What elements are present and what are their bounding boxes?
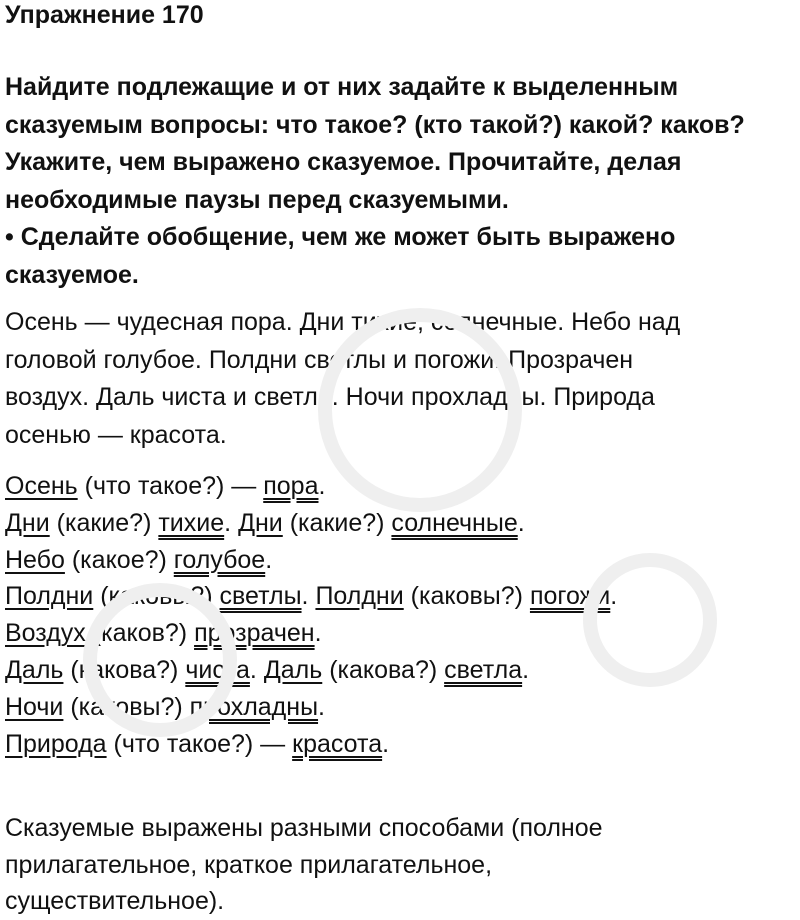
subject-word: Даль [263, 655, 323, 684]
predicate-word: светлы [219, 582, 302, 611]
predicate-word: светла [444, 655, 523, 684]
answer-row [5, 726, 800, 763]
answer-text: (каковы?) [63, 692, 190, 721]
answer-text: . [249, 655, 264, 684]
conclusion-line: Сказуемые выражены разными способами (полное [5, 814, 603, 843]
answer-text: (что такое?) — [77, 472, 264, 500]
answer-text: . [224, 508, 239, 537]
subject-word: Воздух [5, 619, 86, 648]
predicate-word: голубое [173, 545, 266, 574]
subject-word: Полдни [5, 582, 94, 611]
answer-text: . [318, 472, 326, 500]
subject-word: Даль [5, 655, 64, 684]
conclusion-line: прилагательное, краткое прилагательное, [5, 850, 493, 879]
answer-row [5, 615, 800, 652]
predicate-word: тихие [158, 508, 225, 537]
exercise-text [5, 304, 800, 454]
answer-row [5, 542, 800, 579]
predicate-word: пора [263, 472, 319, 500]
text-line: Осень — чудесная пора. Дни тихие, солнечные. Небо над [5, 308, 681, 336]
answer-text: (что такое?) — [106, 729, 293, 758]
conclusion [5, 810, 800, 920]
predicate-word: чиста [185, 655, 250, 684]
answer-text: (каковы?) [93, 582, 220, 611]
answer-text: (какие?) [282, 508, 392, 537]
answer-row [5, 505, 800, 542]
answer-text: . [265, 545, 273, 574]
subject-word: Дни [238, 508, 283, 537]
subject-word: Ночи [5, 692, 64, 721]
answer-text: . [610, 582, 618, 611]
answer-text: (каков?) [85, 619, 195, 648]
answer-row [5, 689, 800, 726]
task-line: необходимые паузы перед сказуемыми. [5, 185, 509, 214]
answer-text: (какова?) [322, 655, 445, 684]
subject-word: Небо [5, 545, 65, 574]
predicate-word: прозрачен [194, 619, 315, 648]
answer-row [5, 652, 800, 689]
answer-text: . [522, 655, 530, 684]
text-line: головой голубое. Полдни светлы и погожи. Прозрачен [5, 345, 634, 374]
answer-text: . [382, 729, 390, 758]
answer-list [5, 468, 800, 762]
answer-row [5, 468, 800, 505]
answer-row [5, 578, 800, 615]
answer-text: (какие?) [49, 508, 159, 537]
answer-text: . [301, 582, 316, 611]
text-line: воздух. Даль чиста и светла. Ночи прохладны. Природа [5, 383, 655, 411]
text-line: осенью — красота. [5, 420, 227, 449]
task-line: сказуемое. [5, 260, 139, 289]
predicate-word: солнечные [391, 508, 518, 537]
subject-word: Осень [5, 472, 78, 500]
task-line: Найдите подлежащие и от них задайте к выделенным [5, 73, 679, 101]
task-line: • Сделайте обобщение, чем же может быть выражено [5, 223, 676, 251]
predicate-word: прохладны [189, 692, 319, 721]
answer-text: (какова?) [63, 655, 186, 684]
conclusion-line: существительное). [5, 887, 225, 916]
answer-text: . [318, 692, 325, 721]
subject-word: Природа [5, 729, 107, 758]
answer-text: . [517, 508, 525, 537]
exercise-title: Упражнение 170 [5, 1, 204, 29]
task-instructions [5, 69, 800, 294]
answer-text: (какое?) [64, 545, 174, 574]
answer-text: . [314, 619, 322, 648]
task-line: Укажите, чем выражено сказуемое. Прочитайте, делая [5, 148, 682, 176]
answer-text: (каковы?) [403, 582, 530, 611]
subject-word: Дни [5, 508, 50, 537]
subject-word: Полдни [315, 582, 404, 611]
task-line: сказуемым вопросы: что такое? (кто такой?) какой? каков? [5, 110, 745, 139]
predicate-word: красота [292, 729, 383, 758]
predicate-word: погожи [529, 582, 611, 611]
